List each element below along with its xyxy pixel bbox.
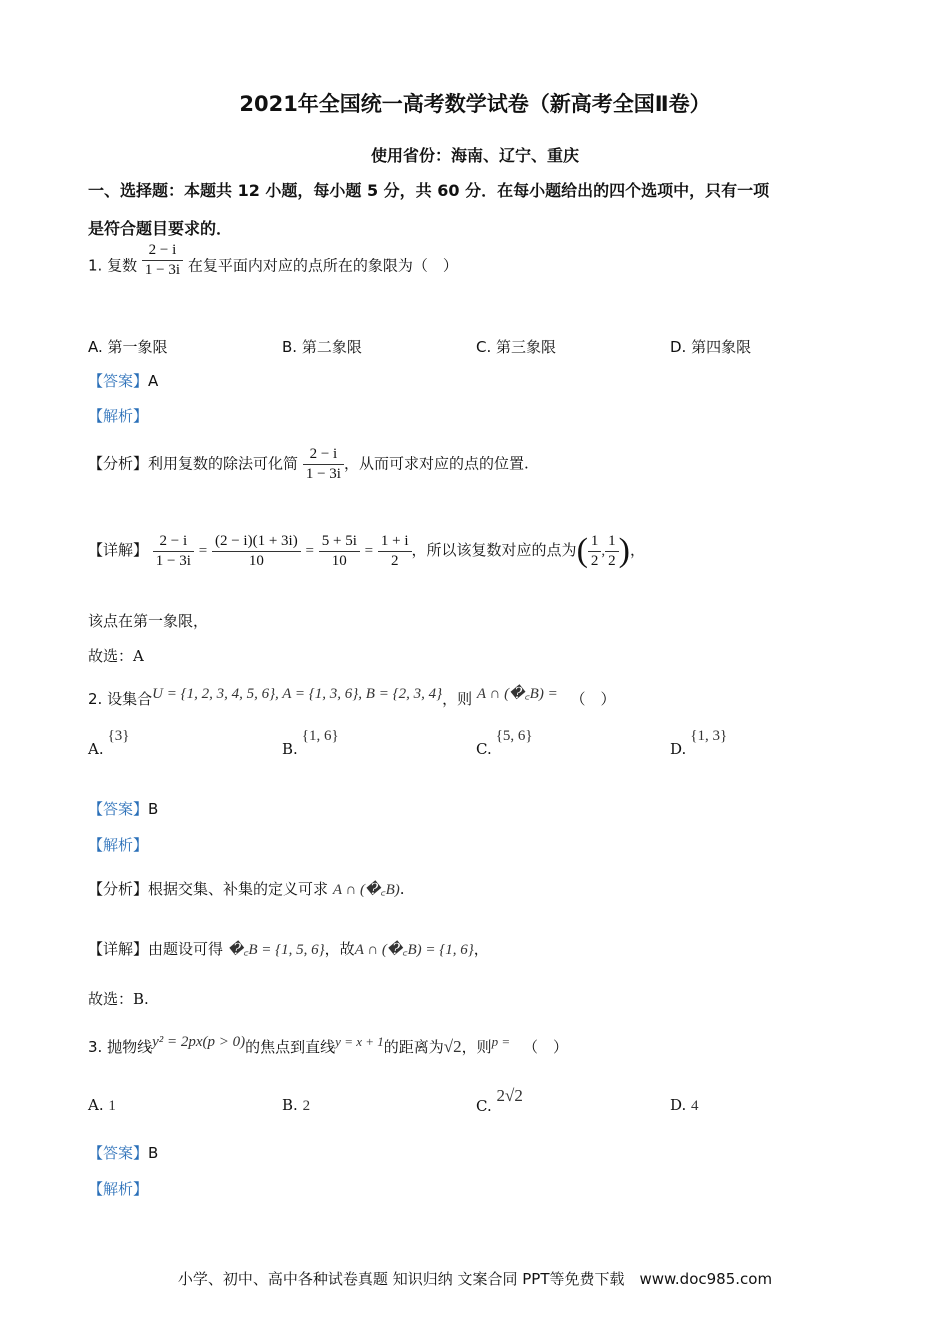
detail-line <box>88 938 489 959</box>
option-text: 4 <box>691 1098 699 1114</box>
answer-value: B <box>148 1144 159 1162</box>
option-text: 2 <box>302 1098 311 1114</box>
comma: , <box>601 543 606 559</box>
option-letter: A. <box>88 338 103 356</box>
question-text: 的距离为 <box>383 1038 444 1056</box>
question-number: 1. <box>88 256 103 275</box>
answer-tag: 【答案】 <box>88 372 149 390</box>
explain-tag: 【解析】 <box>88 836 149 854</box>
set-expression: A ∩ (�꜀B) = <box>476 686 558 702</box>
option-b <box>282 1096 310 1115</box>
option-d <box>670 336 751 357</box>
fraction <box>212 533 301 570</box>
option-letter: B. <box>282 338 298 356</box>
analysis-text: 利用复数的除法可化简 <box>148 454 299 473</box>
set-definitions: U = {1, 2, 3, 4, 5, 6}, A = {1, 3, 6}, B = {2, 3, 4} <box>152 686 443 702</box>
denominator: 1 − 3i <box>305 466 341 482</box>
question-1 <box>88 242 458 285</box>
option-d <box>670 1096 699 1115</box>
question-number: 2. <box>88 690 103 708</box>
detail-text: ， <box>629 541 645 559</box>
numerator: 1 + i <box>378 533 412 552</box>
question-text: ，则 <box>442 690 473 708</box>
question-text: （ ） <box>522 1038 568 1056</box>
set-expression: A ∩ (�꜀B) = {1, 6} <box>354 942 474 958</box>
explain-tag: 【解析】 <box>88 1180 149 1198</box>
analysis-text: . <box>399 880 405 898</box>
numerator: 5 + 5i <box>319 533 360 552</box>
conclusion-text: 该点在第一象限， <box>88 612 209 630</box>
distance-value: √2 <box>443 1037 462 1056</box>
chosen-answer: 故选：B. <box>88 990 149 1008</box>
question-text: 抛物线 <box>107 1038 153 1056</box>
detail-text: ，所以该复数对应的点为 <box>411 541 577 559</box>
set-expression: �꜀B = {1, 5, 6} <box>227 942 325 958</box>
detail-text: ，故 <box>324 940 355 958</box>
option-c <box>476 1086 523 1116</box>
detail-line <box>88 532 645 570</box>
option-a <box>88 728 130 759</box>
option-letter: B. <box>282 740 298 758</box>
section-header-line1: 一、选择题：本题共 12 小题，每小题 5 分，共 60 分．在每小题给出的四个选项中，只有一项 <box>88 181 770 200</box>
question-2 <box>88 688 616 709</box>
option-letter: C. <box>476 740 492 758</box>
fraction <box>378 533 412 570</box>
numerator: 1 <box>588 533 602 552</box>
explain-tag: 【解析】 <box>88 407 149 425</box>
detail-text: 由题设可得 <box>148 940 224 958</box>
question-text: ，则 <box>461 1038 492 1056</box>
question-text: 设集合 <box>107 690 153 708</box>
question-text: 复数 <box>107 256 138 275</box>
question-number: 3. <box>88 1038 103 1056</box>
denominator: 10 <box>331 552 347 569</box>
option-text: 第四象限 <box>691 338 752 356</box>
option-d <box>670 728 728 759</box>
analysis-line <box>88 446 529 483</box>
denominator: 2 <box>590 552 599 569</box>
option-b <box>282 728 339 759</box>
line-equation: y = x + 1 <box>335 1034 384 1049</box>
option-letter: A. <box>88 1096 104 1114</box>
option-letter: A. <box>88 740 104 758</box>
chosen-answer: 故选：A <box>88 647 144 665</box>
option-b <box>282 336 362 357</box>
denominator: 1 − 3i <box>144 262 181 278</box>
detail-tag: 【详解】 <box>88 940 149 958</box>
option-text: 2√2 <box>496 1086 523 1105</box>
page-subtitle: 使用省份：海南、辽宁、重庆 <box>370 146 579 165</box>
equals-sign: = <box>305 543 314 559</box>
numerator: 1 <box>605 533 619 552</box>
answer-line <box>88 798 158 819</box>
denominator: 1 − 3i <box>155 552 191 569</box>
analysis-tag: 【分析】 <box>88 880 149 898</box>
answer-value: A <box>148 372 159 390</box>
numerator: 2 − i <box>142 242 183 261</box>
numerator: 2 − i <box>303 446 344 465</box>
p-expression: p = <box>491 1034 511 1049</box>
detail-text: ， <box>473 940 489 958</box>
option-letter: C. <box>476 1097 492 1115</box>
set-expression: A ∩ (�꜀B) <box>332 882 400 898</box>
detail-tag: 【详解】 <box>88 541 149 559</box>
option-text: 1 <box>108 1098 116 1114</box>
denominator: 2 <box>390 552 399 569</box>
denominator: 2 <box>608 552 616 569</box>
option-letter: B. <box>282 1096 298 1114</box>
option-text: 第一象限 <box>107 338 168 356</box>
answer-value: B <box>148 800 159 818</box>
option-c <box>476 336 556 357</box>
option-text: {3} <box>107 728 130 744</box>
page-title: 2021年全国统一高考数学试卷（新高考全国Ⅱ卷） <box>239 92 711 116</box>
option-letter: D. <box>670 1096 687 1114</box>
option-letter: D. <box>670 338 687 356</box>
fraction <box>605 533 619 570</box>
option-text: 第三象限 <box>496 338 557 356</box>
parabola-equation: y² = 2px(p > 0) <box>152 1034 246 1050</box>
question-text: 的焦点到直线 <box>245 1038 336 1056</box>
option-text: 第二象限 <box>301 338 362 356</box>
question-text: （ ） <box>570 690 616 708</box>
footer-text: 小学、初中、高中各种试卷真题 知识归纳 文案合同 PPT等免费下载 www.doc985.com <box>177 1270 773 1288</box>
analysis-line <box>88 878 405 899</box>
option-letter: D. <box>670 740 687 758</box>
fraction <box>303 446 344 483</box>
numerator: 2 − i <box>153 533 194 552</box>
answer-tag: 【答案】 <box>88 1144 149 1162</box>
analysis-text: ，从而可求对应的点的位置. <box>343 454 529 473</box>
fraction <box>588 533 602 570</box>
numerator: (2 − i)(1 + 3i) <box>212 533 301 552</box>
question-3 <box>88 1036 568 1057</box>
analysis-text: 根据交集、补集的定义可求 <box>148 880 329 898</box>
option-a <box>88 336 168 357</box>
option-text: {5, 6} <box>495 728 533 744</box>
option-a <box>88 1096 116 1115</box>
answer-line <box>88 370 158 391</box>
denominator: 10 <box>248 552 264 569</box>
equals-sign: = <box>364 543 374 559</box>
right-paren: ) <box>618 532 630 569</box>
question-text: 在复平面内对应的点所在的象限为（ ） <box>187 256 458 275</box>
equals-sign: = <box>198 543 208 559</box>
option-text: {1, 6} <box>301 728 339 744</box>
option-c <box>476 728 533 759</box>
option-text: {1, 3} <box>690 728 728 744</box>
section-header-line2: 是符合题目要求的． <box>88 219 233 238</box>
fraction <box>142 242 183 279</box>
answer-line <box>88 1142 158 1163</box>
analysis-tag: 【分析】 <box>88 454 149 473</box>
fraction <box>319 533 360 570</box>
fraction <box>153 533 194 570</box>
left-paren: ( <box>576 532 588 569</box>
option-letter: C. <box>476 338 492 356</box>
answer-tag: 【答案】 <box>88 800 149 818</box>
